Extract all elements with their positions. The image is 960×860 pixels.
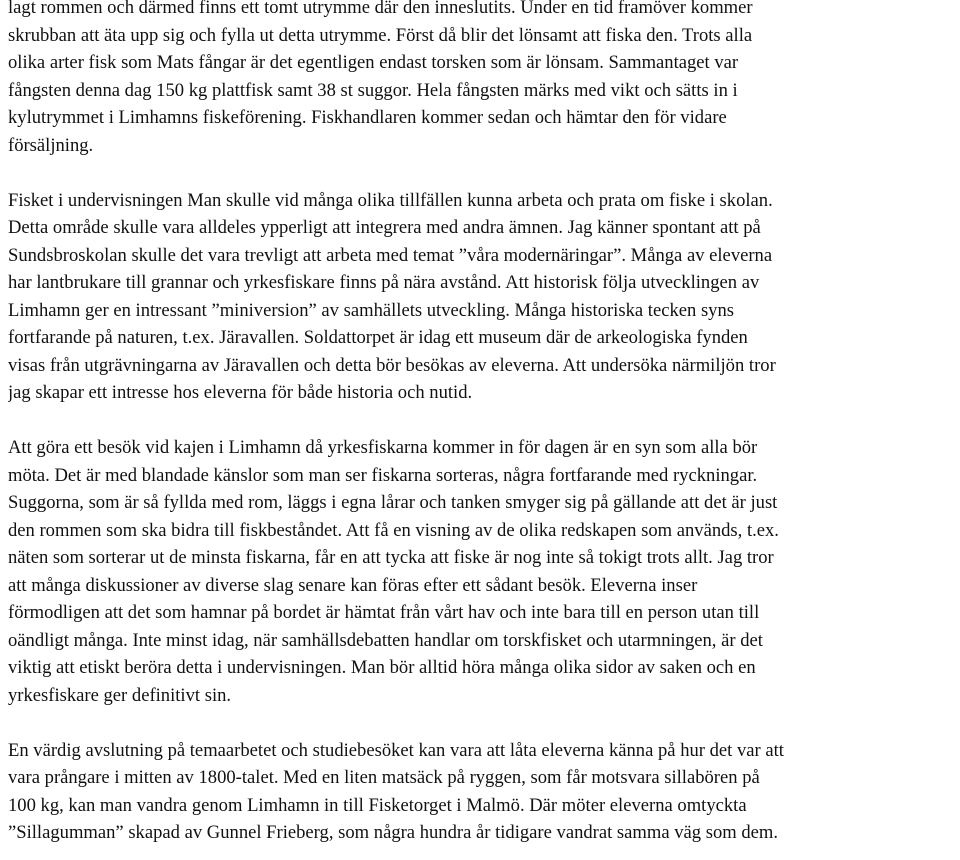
text-line: möta. Det är med blandade känslor som man ser fiskarna sorteras, några fortfarande med ryckningar.: [8, 464, 758, 486]
text-line: jag skapar ett intresse hos eleverna för både historia och nutid.: [8, 382, 473, 403]
paragraph-conclusion: [8, 737, 956, 847]
text-line: Suggorna, som är så fyllda med rom, läggs i egna lårar och tanken smyger sig på gällande att det är just: [8, 492, 778, 513]
text-line: Sundsbroskolan skulle det vara trevligt att arbeta med temat ”våra modernäringar”. Många av eleverna: [8, 244, 773, 266]
text-line: Limhamn ger en intressant ”miniversion” av samhällets utveckling. Många historiska tecken syns: [8, 299, 735, 321]
text-line: olika arter fisk som Mats fångar är det egentligen endast torsken som är lönsam. Sammantaget var: [8, 52, 739, 73]
text-line: lagt rommen och därmed finns ett tomt utrymme där den inneslutits. Under en tid framöver kommer: [8, 0, 753, 18]
text-line: En värdig avslutning på temaarbetet och studiebesöket kan vara att låta eleverna känna på hur det var att: [8, 739, 784, 761]
text-line: Fisket i undervisningen Man skulle vid många olika tillfällen kunna arbeta och prata om fiske i skolan.: [8, 189, 773, 211]
text-line: vara prångare i mitten av 1800-talet. Med en liten matsäck på ryggen, som får motsvara sillabören på: [8, 767, 760, 788]
text-line: ”Sillagumman” skapad av Gunnel Frieberg, som några hundra år tidigare vandrat samma väg som dem.: [8, 822, 779, 843]
text-line: skrubban att äta upp sig och fylla ut detta utrymme. Först då blir det lönsamt att fiska den. Trots alla: [8, 24, 753, 46]
paragraph-spacer: [8, 407, 956, 435]
text-line: 100 kg, kan man vandra genom Limhamn in till Fisketorget i Malmö. Där möter eleverna omtyckta: [8, 794, 747, 816]
text-line: fortfarande på naturen, t.ex. Järavallen. Soldattorpet är idag ett museum där de arkeologiska fynden: [8, 327, 748, 348]
text-line: yrkesfiskare ger definitivt sin.: [8, 684, 232, 706]
text-line: försäljning.: [8, 134, 94, 156]
text-line: fångsten denna dag 150 kg plattfisk samt 38 st suggor. Hela fångsten märks med vikt och sätts in i: [8, 79, 738, 101]
text-line: Detta område skulle vara alldeles ypperligt att integrera med andra ämnen. Jag känner spontant att på: [8, 217, 761, 238]
paragraph-fishing-trip: [8, 0, 956, 159]
text-line: har lantbrukare till grannar och yrkesfiskare finns på nära avstånd. Att historisk följa utvecklingen av: [8, 272, 760, 293]
text-line: att många diskussioner av diverse slag senare kan föras efter ett sådant besök. Eleverna inser: [8, 574, 698, 596]
text-line: viktig att etiskt beröra detta i undervisningen. Man bör alltid höra många olika sidor av saken och en: [8, 657, 756, 678]
text-line: Att göra ett besök vid kajen i Limhamn då yrkesfiskarna kommer in för dagen är en syn som alla bör: [8, 437, 758, 458]
text-line: kylutrymmet i Limhamns fiskeförening. Fiskhandlaren kommer sedan och hämtar den för vidare: [8, 107, 727, 128]
paragraph-spacer: [8, 159, 956, 187]
text-line: förmodligen att det som hamnar på bordet är hämtat från vårt hav och inte bara till en person utan till: [8, 602, 760, 623]
paragraph-spacer: [8, 709, 956, 737]
paragraph-harbour-visit: [8, 434, 956, 709]
text-line: visas från utgrävningarna av Järavallen och detta bör besökas av eleverna. Att undersöka närmiljön tror: [8, 354, 776, 376]
document-body: [8, 0, 956, 847]
text-line: oändligt många. Inte minst idag, när samhällsdebatten handlar om torskfisket och utarmningen, är det: [8, 629, 763, 651]
document-page: [8, 0, 956, 860]
text-line: näten som sorterar ut de minsta fiskarna, får en att tycka att fiske är nog inte så tokigt trots allt. Jag tror: [8, 547, 774, 568]
text-line: den rommen som ska bidra till fiskbeståndet. Att få en visning av de olika redskapen som används, t.ex.: [8, 519, 779, 541]
paragraph-fishing-in-education: [8, 187, 956, 407]
